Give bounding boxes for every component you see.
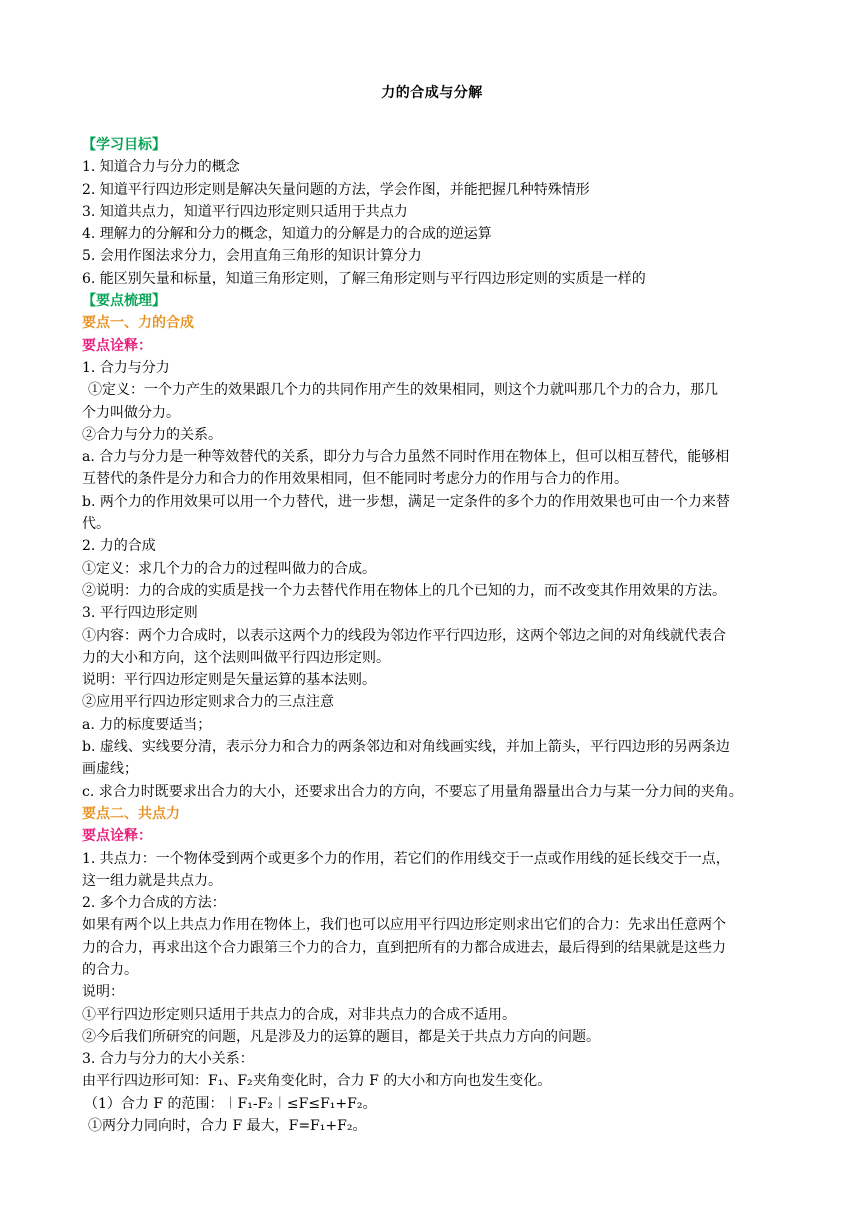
document-title: 力的合成与分解 [381, 85, 483, 101]
body-line: ②说明：力的合成的实质是找一个力去替代作用在物体上的几个已知的力，而不改变其作用效果的方法。 [82, 582, 726, 599]
body-line: ②应用平行四边形定则求合力的三点注意 [82, 694, 334, 711]
body-line: ①两分力同向时，合力 F 最大，F=F₁+F₂。 [88, 1118, 367, 1135]
note-label: 要点诠释： [82, 828, 152, 845]
body-line: 5. 会用作图法求分力，会用直角三角形的知识计算分力 [82, 248, 422, 265]
body-line: 的合力。 [82, 961, 138, 978]
body-line: 2. 多个力合成的方法： [82, 895, 226, 912]
body-line: 说明： [82, 984, 124, 1001]
document-body [82, 134, 782, 1137]
body-line: 这一组力就是共点力。 [82, 872, 222, 889]
note-label: 要点诠释： [82, 337, 152, 354]
body-line: 画虚线； [82, 761, 138, 778]
body-line: 说明：平行四边形定则是矢量运算的基本法则。 [82, 672, 376, 689]
body-line: 1. 合力与分力 [82, 359, 170, 376]
body-line: ①定义：求几个力的合力的过程叫做力的合成。 [82, 560, 376, 577]
subsection-heading: 要点一、力的合成 [82, 315, 194, 332]
body-line: 3. 平行四边形定则 [82, 605, 198, 622]
body-line: ①平行四边形定则只适用于共点力的合成，对非共点力的合成不适用。 [82, 1006, 516, 1023]
body-line: ②今后我们所研究的问题，凡是涉及力的运算的题目，都是关于共点力方向的问题。 [82, 1028, 600, 1045]
body-line: 个力叫做分力。 [82, 404, 180, 421]
body-line: 如果有两个以上共点力作用在物体上，我们也可以应用平行四边形定则求出它们的合力：先求出任意两个 [82, 917, 726, 934]
body-line: 1. 共点力：一个物体受到两个或更多个力的作用，若它们的作用线交于一点或作用线的延长线交于一点， [82, 850, 730, 867]
body-line: b. 虚线、实线要分清，表示分力和合力的两条邻边和对角线画实线，并加上箭头，平行四边形的另两条边 [82, 739, 730, 756]
body-line: a. 合力与分力是一种等效替代的关系，即分力与合力虽然不同时作用在物体上，但可以相互替代，能够相 [82, 449, 730, 466]
body-line: 1. 知道合力与分力的概念 [82, 159, 240, 176]
body-line: 6. 能区别矢量和标量，知道三角形定则，了解三角形定则与平行四边形定则的实质是一样的 [82, 270, 646, 287]
body-line: 力的大小和方向，这个法则叫做平行四边形定则。 [82, 649, 390, 666]
body-line: ①定义：一个力产生的效果跟几个力的共同作用产生的效果相同，则这个力就叫那几个力的合力，那几 [88, 382, 718, 399]
body-line: 3. 知道共点力，知道平行四边形定则只适用于共点力 [82, 203, 408, 220]
body-line: 3. 合力与分力的大小关系： [82, 1051, 254, 1068]
document-page [82, 78, 782, 1137]
body-line: ①内容：两个力合成时，以表示这两个力的线段为邻边作平行四边形，这两个邻边之间的对角线就代表合 [82, 627, 726, 644]
section-heading: 【学习目标】 [82, 137, 166, 153]
body-line: （1）合力 F 的范围：︱F₁-F₂︱≤F≤F₁+F₂。 [84, 1095, 377, 1112]
body-line: 2. 力的合成 [82, 538, 156, 555]
body-line: 互替代的条件是分力和合力的作用效果相同，但不能同时考虑分力的作用与合力的作用。 [82, 471, 628, 488]
body-line: a. 力的标度要适当； [82, 716, 212, 733]
body-line: 2. 知道平行四边形定则是解决矢量问题的方法，学会作图，并能把握几种特殊情形 [82, 181, 590, 198]
body-line: c. 求合力时既要求出合力的大小，还要求出合力的方向，不要忘了用量角器量出合力与某一分力间的夹角。 [82, 783, 743, 800]
subsection-heading: 要点二、共点力 [82, 805, 180, 822]
section-heading: 【要点梳理】 [82, 293, 166, 310]
body-line: b. 两个力的作用效果可以用一个力替代，进一步想，满足一定条件的多个力的作用效果也可由一个力来替 [82, 493, 730, 510]
body-line: 4. 理解力的分解和分力的概念，知道力的分解是力的合成的逆运算 [82, 226, 492, 243]
body-line: 代。 [82, 516, 110, 533]
body-line: 力的合力，再求出这个合力跟第三个力的合力，直到把所有的力都合成进去，最后得到的结果就是这些力 [82, 939, 726, 956]
body-line: ②合力与分力的关系。 [82, 426, 222, 443]
body-line: 由平行四边形可知：F₁、F₂夹角变化时，合力 F 的大小和方向也发生变化。 [82, 1073, 552, 1090]
